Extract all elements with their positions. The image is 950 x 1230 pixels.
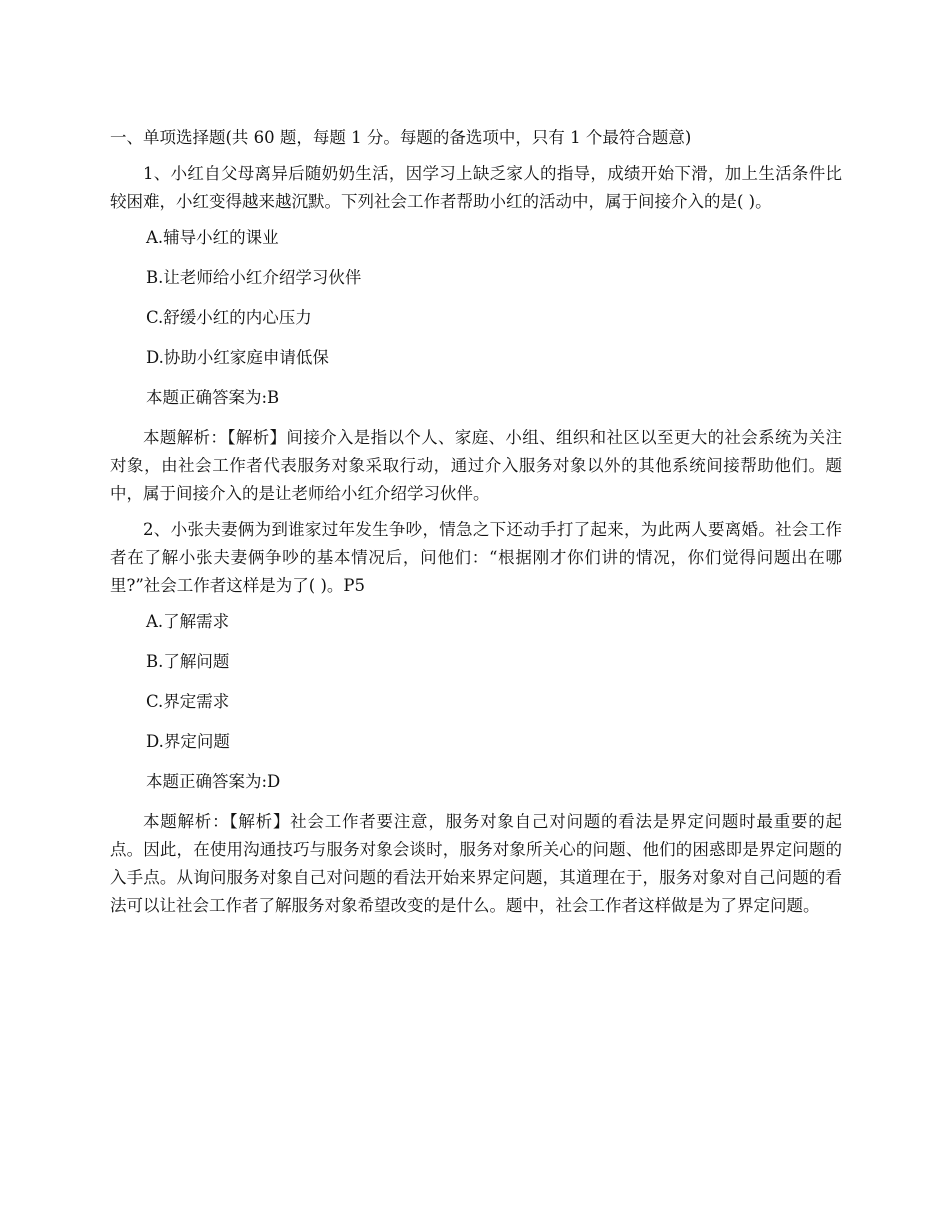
correct-answer: 本题正确答案为:D [146,772,281,791]
option-c: C.界定需求 [146,692,230,711]
section-title: 一、单项选择题(共 60 题，每题 1 分。每题的备选项中，只有 1 个最符合题意) [110,128,692,147]
option-a: A.了解需求 [146,612,230,631]
option-d: D.界定问题 [146,732,230,751]
option-b: B.让老师给小红介绍学习伙伴 [146,268,362,287]
answer-analysis: 本题解析：【解析】间接介入是指以个人、家庭、小组、组织和社区以至更大的社会系统为关注对象，由社会工作者代表服务对象采取行动，通过介入服务对象以外的其他系统间接帮助他们。题中，属于间接介入的是让老师给小红介绍学习伙伴。 [110,428,842,503]
option-b: B.了解问题 [146,652,230,671]
option-d: D.协助小红家庭申请低保 [146,348,329,367]
option-c: C.舒缓小红的内心压力 [146,308,312,327]
correct-answer: 本题正确答案为:B [146,388,280,407]
answer-analysis: 本题解析：【解析】社会工作者要注意，服务对象自己对问题的看法是界定问题时最重要的起点。因此，在使用沟通技巧与服务对象会谈时，服务对象所关心的问题、他们的困惑即是界定问题的入手点。从询问服务对象自己对问题的看法开始来界定问题，其道理在于，服务对象对自己问题的看法可以让社会工作者了解服务对象希望改变的是什么。题中，社会工作者这样做是为了界定问题。 [110,812,842,915]
document-page [110,124,842,928]
question-1 [110,160,842,508]
question-2 [110,516,842,920]
question-stem: 2、小张夫妻俩为到谁家过年发生争吵，情急之下还动手打了起来，为此两人要离婚。社会工作者在了解小张夫妻俩争吵的基本情况后，问他们：“根据刚才你们讲的情况，你们觉得问题出在哪里?”社会工作者这样是为了( )。P5 [110,520,842,595]
question-stem: 1、小红自父母离异后随奶奶生活，因学习上缺乏家人的指导，成绩开始下滑，加上生活条件比较困难，小红变得越来越沉默。下列社会工作者帮助小红的活动中，属于间接介入的是( )。 [110,164,842,211]
option-a: A.辅导小红的课业 [146,228,279,247]
